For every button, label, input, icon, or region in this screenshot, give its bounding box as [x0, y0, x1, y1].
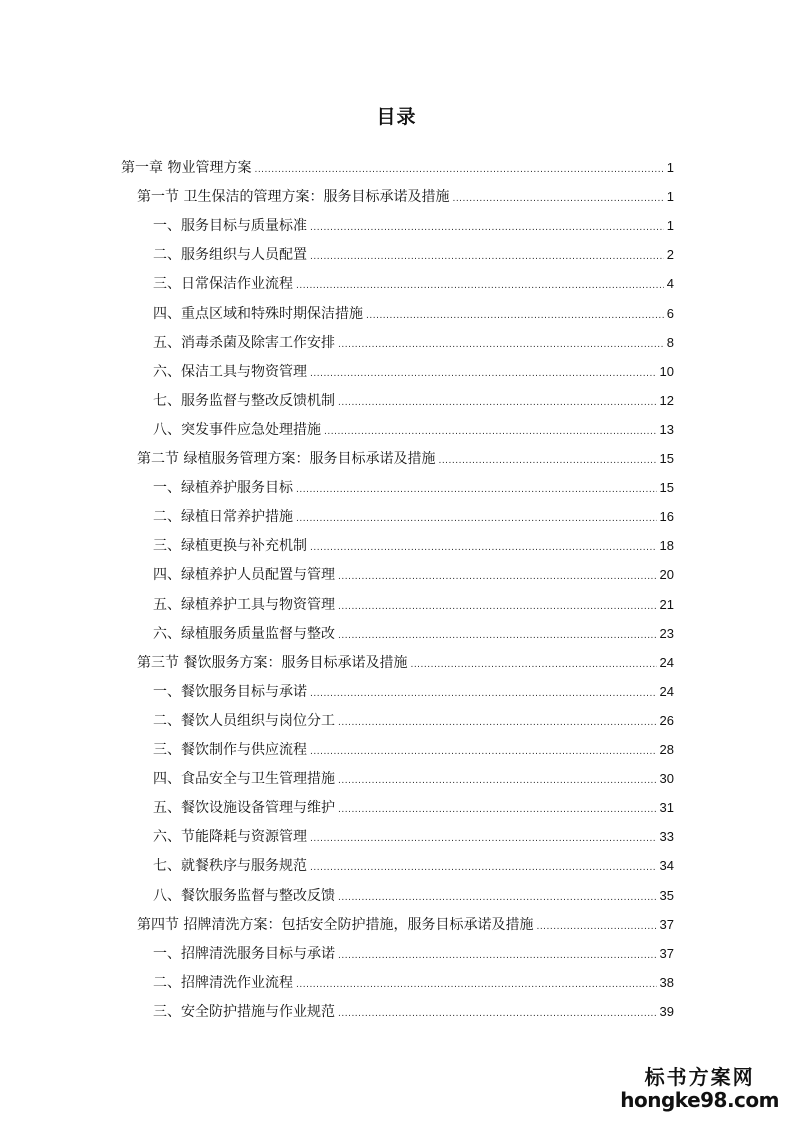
toc-entry-page-number: 37	[659, 946, 674, 961]
toc-leader-dots	[338, 1009, 657, 1019]
toc-entry-page-number: 28	[659, 742, 674, 757]
toc-entry-page-number: 10	[659, 364, 674, 379]
toc-entry[interactable]	[153, 535, 674, 555]
toc-entry[interactable]	[153, 332, 674, 352]
toc-entry-label: 一、服务目标与质量标准	[153, 218, 307, 234]
toc-entry[interactable]	[153, 972, 674, 992]
toc-leader-dots	[296, 281, 664, 291]
toc-entry[interactable]	[153, 390, 674, 410]
toc-entry-label: 第一章 物业管理方案	[121, 160, 252, 176]
toc-entry[interactable]	[153, 564, 674, 584]
toc-leader-dots	[338, 718, 657, 728]
toc-entry-label: 八、餐饮服务监督与整改反馈	[153, 888, 335, 904]
toc-entry[interactable]	[153, 506, 674, 526]
toc-leader-dots	[310, 252, 664, 262]
toc-entry[interactable]	[153, 855, 674, 875]
toc-entry-label: 四、绿植养护人员配置与管理	[153, 567, 335, 583]
watermark-cn: 标书方案网	[644, 1065, 755, 1089]
toc-leader-dots	[338, 776, 657, 786]
toc-entry-label: 二、招牌清洗作业流程	[153, 975, 293, 991]
toc-entry-label: 三、安全防护措施与作业规范	[153, 1004, 335, 1020]
toc-entry-label: 一、餐饮服务目标与承诺	[153, 684, 307, 700]
toc-entry-page-number: 39	[659, 1004, 674, 1019]
toc-entry[interactable]	[153, 419, 674, 439]
toc-leader-dots	[310, 223, 664, 233]
toc-entry[interactable]	[137, 914, 674, 934]
toc-entry-page-number: 18	[659, 538, 674, 553]
toc-entry-page-number: 20	[659, 567, 674, 582]
toc-entry[interactable]	[153, 623, 674, 643]
toc-entry[interactable]	[153, 943, 674, 963]
toc-entry-page-number: 33	[659, 829, 674, 844]
toc-entry-page-number: 38	[659, 975, 674, 990]
toc-entry-page-number: 26	[659, 713, 674, 728]
toc-entry[interactable]	[153, 739, 674, 759]
toc-leader-dots	[324, 427, 657, 437]
toc-entry-label: 三、绿植更换与补充机制	[153, 538, 307, 554]
toc-leader-dots	[338, 602, 657, 612]
toc-entry-label: 五、消毒杀菌及除害工作安排	[153, 335, 335, 351]
toc-entry[interactable]	[153, 477, 674, 497]
toc-leader-dots	[338, 631, 657, 641]
toc-entry-label: 八、突发事件应急处理措施	[153, 422, 321, 438]
toc-entry-label: 一、绿植养护服务目标	[153, 480, 293, 496]
toc-entry-page-number: 31	[659, 800, 674, 815]
toc-leader-dots	[310, 834, 657, 844]
toc-entry-page-number: 8	[666, 335, 674, 350]
toc-leader-dots	[338, 340, 664, 350]
toc-entry-label: 第一节 卫生保洁的管理方案：服务目标承诺及措施	[137, 189, 450, 205]
toc-leader-dots	[296, 485, 657, 495]
toc-entry-page-number: 1	[666, 160, 674, 175]
toc-entry-page-number: 4	[666, 276, 674, 291]
toc-entry-label: 第四节 招牌清洗方案：包括安全防护措施，服务目标承诺及措施	[137, 917, 534, 933]
toc-entry-page-number: 2	[666, 247, 674, 262]
toc-entry[interactable]	[153, 303, 674, 323]
toc-leader-dots	[366, 311, 664, 321]
toc-entry-page-number: 21	[659, 597, 674, 612]
toc-entry[interactable]	[153, 826, 674, 846]
toc-entry[interactable]	[153, 361, 674, 381]
toc-entry-label: 五、绿植养护工具与物资管理	[153, 597, 335, 613]
toc-leader-dots	[338, 951, 657, 961]
toc-entry-label: 二、服务组织与人员配置	[153, 247, 307, 263]
toc-entry[interactable]	[153, 1001, 674, 1021]
toc-entry-page-number: 13	[659, 422, 674, 437]
toc-leader-dots	[338, 805, 657, 815]
toc-entry-label: 七、就餐秩序与服务规范	[153, 858, 307, 874]
toc-entry-page-number: 34	[659, 858, 674, 873]
toc-entry-label: 第三节 餐饮服务方案：服务目标承诺及措施	[137, 655, 408, 671]
toc-entry-label: 七、服务监督与整改反馈机制	[153, 393, 335, 409]
toc-entry[interactable]	[153, 681, 674, 701]
toc-entry-label: 六、节能降耗与资源管理	[153, 829, 307, 845]
toc-leader-dots	[410, 660, 656, 670]
toc-entry[interactable]	[153, 768, 674, 788]
toc-leader-dots	[438, 456, 656, 466]
toc-leader-dots	[310, 689, 657, 699]
toc-entry-label: 六、保洁工具与物资管理	[153, 364, 307, 380]
toc-entry-label: 六、绿植服务质量监督与整改	[153, 626, 335, 642]
toc-entry-page-number: 12	[659, 393, 674, 408]
page-title: 目录	[376, 106, 417, 128]
watermark-en: hongke98.com	[620, 1088, 779, 1112]
toc-leader-dots	[338, 572, 657, 582]
toc-entry-page-number: 15	[659, 451, 674, 466]
toc-entry[interactable]	[137, 448, 674, 468]
toc-entry-label: 五、餐饮设施设备管理与维护	[153, 800, 335, 816]
toc-entry-label: 二、餐饮人员组织与岗位分工	[153, 713, 335, 729]
toc-leader-dots	[338, 893, 657, 903]
toc-leader-dots	[338, 398, 657, 408]
toc-entry[interactable]	[153, 215, 674, 235]
toc-entry-label: 第二节 绿植服务管理方案：服务目标承诺及措施	[137, 451, 436, 467]
toc-entry-page-number: 23	[659, 626, 674, 641]
toc-entry-page-number: 37	[659, 917, 674, 932]
toc-entry[interactable]	[137, 652, 674, 672]
toc-entry-label: 三、餐饮制作与供应流程	[153, 742, 307, 758]
toc-entry[interactable]	[137, 186, 674, 206]
site-watermark	[620, 1061, 779, 1112]
toc-entry-label: 四、食品安全与卫生管理措施	[153, 771, 335, 787]
toc-entry-page-number: 15	[659, 480, 674, 495]
toc-entry[interactable]	[153, 797, 674, 817]
toc-entry[interactable]	[153, 710, 674, 730]
toc-entry-page-number: 6	[666, 306, 674, 321]
toc-entry[interactable]	[153, 273, 674, 293]
toc-entry-label: 三、日常保洁作业流程	[153, 276, 293, 292]
toc-entry-label: 二、绿植日常养护措施	[153, 509, 293, 525]
toc-entry[interactable]	[153, 244, 674, 264]
toc-leader-dots	[310, 543, 657, 553]
toc-entry-page-number: 24	[659, 655, 674, 670]
toc-leader-dots	[452, 194, 663, 204]
toc-entry-page-number: 35	[659, 888, 674, 903]
toc-entry-label: 四、重点区域和特殊时期保洁措施	[153, 306, 363, 322]
toc-entry-page-number: 24	[659, 684, 674, 699]
toc-entry-page-number: 16	[659, 509, 674, 524]
toc-leader-dots	[536, 922, 656, 932]
toc-entry-page-number: 1	[666, 189, 674, 204]
toc-leader-dots	[254, 165, 663, 175]
toc-entry-page-number: 1	[666, 218, 674, 233]
toc-entry[interactable]	[153, 885, 674, 905]
toc-leader-dots	[310, 369, 657, 379]
toc-leader-dots	[296, 514, 657, 524]
toc-leader-dots	[296, 980, 657, 990]
toc-leader-dots	[310, 747, 657, 757]
toc-entry-label: 一、招牌清洗服务目标与承诺	[153, 946, 335, 962]
toc-leader-dots	[310, 863, 657, 873]
toc-entry[interactable]	[153, 594, 674, 614]
toc-entry-page-number: 30	[659, 771, 674, 786]
toc-entry[interactable]	[121, 157, 674, 177]
